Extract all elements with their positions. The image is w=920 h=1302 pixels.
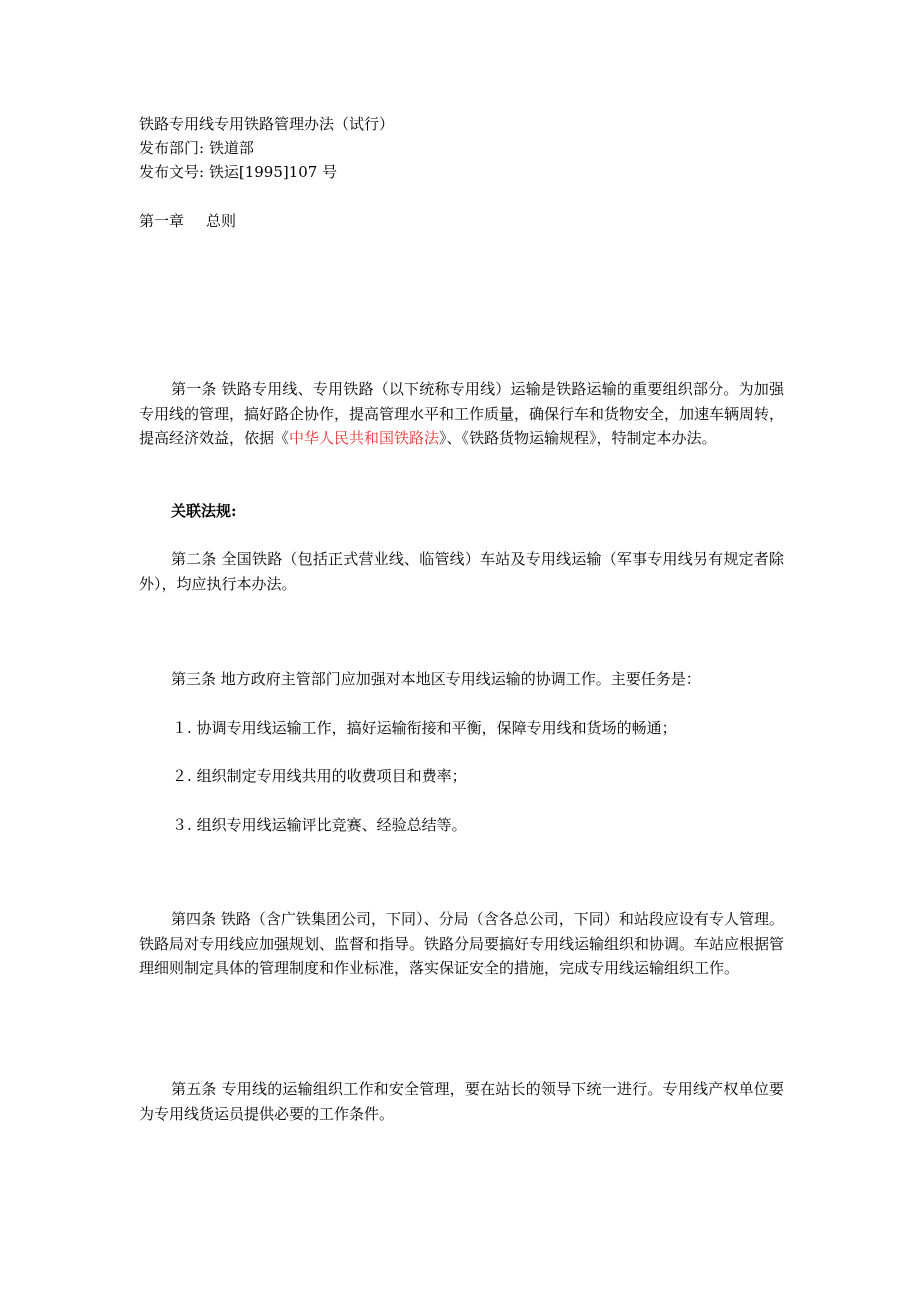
article-3-item-3 (172, 813, 467, 837)
chapter-title: 总则 (206, 212, 237, 230)
chapter-heading (139, 209, 236, 233)
article-3-item-2 (172, 764, 467, 788)
department-label: 发布部门: (139, 139, 205, 157)
article-2: 第二条 全国铁路（包括正式营业线、临管线）车站及专用线运输（军事专用线另有规定者除外），均应执行本办法。 (139, 550, 784, 593)
railway-law-link[interactable]: 中华人民共和国铁路法 (289, 429, 440, 447)
article-1 (139, 377, 784, 451)
document-number (139, 160, 337, 184)
item-text: 组织制定专用线共用的收费项目和费率； (196, 767, 467, 785)
document-title: 铁路专用线专用铁路管理办法（试行） (139, 115, 395, 133)
article-4: 第四条 铁路（含广铁集团公司，下同）、分局（含各总公司，下同）和站段应设有专人管理。铁路局对专用线应加强规划、监督和指导。铁路分局要搞好专用线运输组织和协调。车站应根据管理细则制定具体的管理制度和作业标准，落实保证安全的措施，完成专用线运输组织工作。 (139, 910, 785, 977)
doc-number-label: 发布文号: (139, 163, 205, 181)
article-5: 第五条 专用线的运输组织工作和安全管理，要在站长的领导下统一进行。专用线产权单位要为专用线货运员提供必要的工作条件。 (139, 1080, 784, 1123)
item-number: １. (172, 719, 192, 737)
item-text: 组织专用线运输评比竞赛、经验总结等。 (196, 816, 467, 834)
department-value: 铁道部 (208, 139, 254, 157)
related-laws-label: 关联法规: (171, 502, 237, 520)
item-text: 协调专用线运输工作，搞好运输衔接和平衡，保障专用线和货场的畅通； (196, 719, 677, 737)
article-1-text-after: 》、《铁路货物运输规程》，特制定本办法。 (439, 429, 717, 447)
article-3-item-1 (172, 716, 677, 740)
article-3: 第三条 地方政府主管部门应加强对本地区专用线运输的协调工作。主要任务是： (171, 670, 701, 688)
publishing-department (139, 136, 254, 160)
item-number: ３. (172, 816, 192, 834)
article-1-text-before: 第一条 铁路专用线、专用铁路（以下统称专用线）运输是铁路运输的重要组织部分。为加强专用线的管理，搞好路企协作，提高管理水平和工作质量，确保行车和货物安全，加速车辆周转，提高经济效益，依据《 (139, 380, 785, 447)
chapter-number: 第一章 (139, 212, 185, 230)
doc-number-value: 铁运[1995]107 号 (208, 163, 338, 181)
item-number: ２. (172, 767, 192, 785)
